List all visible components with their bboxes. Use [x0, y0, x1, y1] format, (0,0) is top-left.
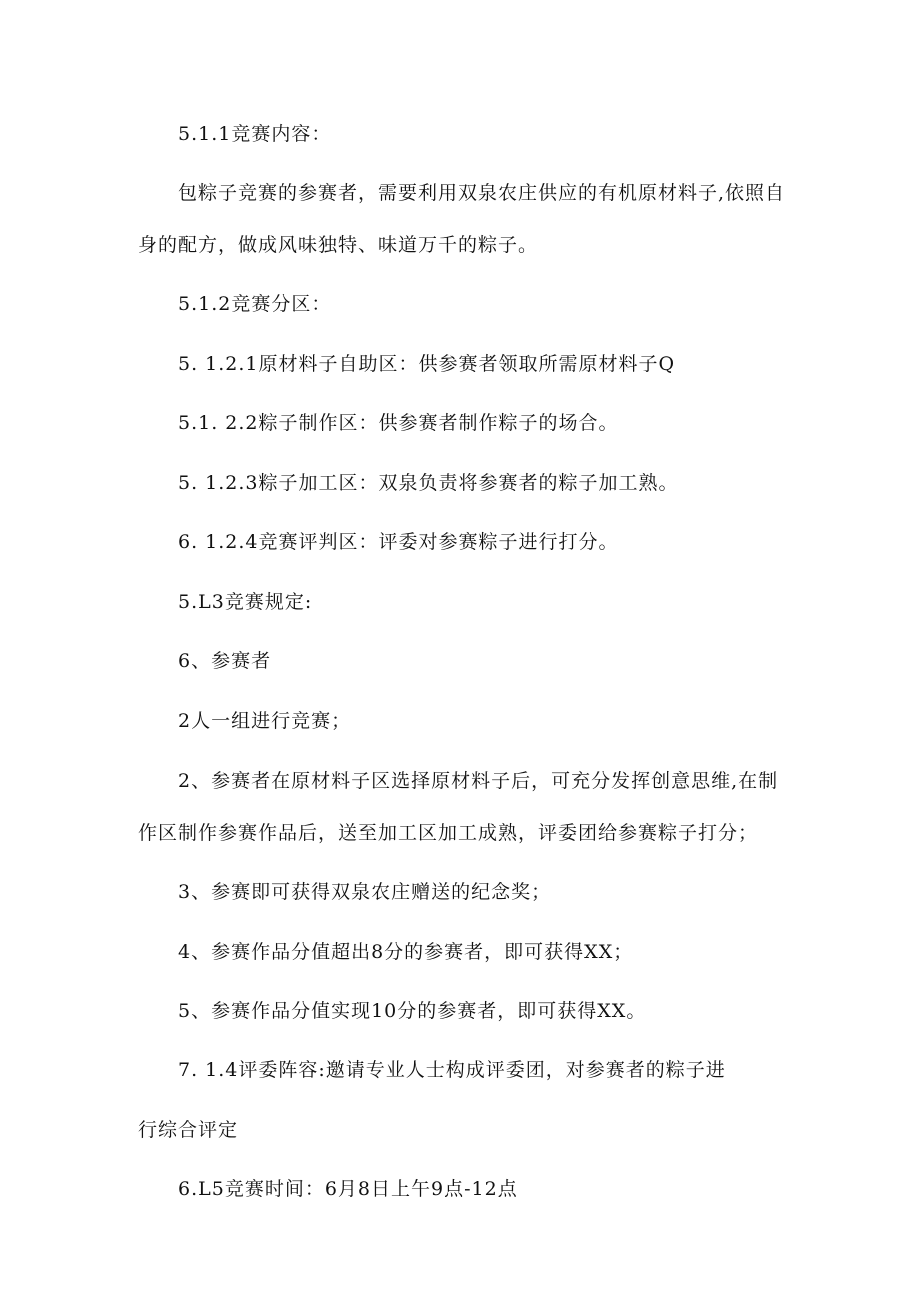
rule-item-continuation: 作区制作参赛作品后，送至加工区加工成熟，评委团给参赛粽子打分； — [138, 822, 759, 844]
section-heading-time: 6.L5竞赛时间：6月8日上午9点-12点 — [178, 1178, 518, 1200]
rule-item: 2、参赛者在原材料子区选择原材料子后，可充分发挥创意思维,在制 — [178, 770, 779, 792]
section-heading-content: 5.1.1竞赛内容： — [178, 123, 332, 145]
paragraph-continuation: 行综合评定 — [138, 1119, 239, 1141]
section-heading-zones: 5.1.2竞赛分区： — [178, 293, 332, 315]
rule-item: 2人一组进行竞赛； — [178, 710, 352, 732]
zone-item: 5. 1.2.1原材料子自助区：供参赛者领取所需原材料子Q — [178, 353, 676, 375]
zone-item: 5. 1.2.3粽子加工区：双泉负责将参赛者的粽子加工熟。 — [178, 472, 679, 494]
paragraph-line: 包粽子竞赛的参赛者，需要利用双泉农庄供应的有机原材料子,依照自 — [178, 182, 786, 204]
section-heading-rules: 5.L3竞赛规定: — [178, 591, 313, 613]
zone-item: 6. 1.2.4竞赛评判区：评委对参赛粽子进行打分。 — [178, 531, 619, 553]
rule-item: 5、参赛作品分值实现10分的参赛者，即可获得XX。 — [178, 1000, 647, 1022]
section-heading-judges: 7. 1.4评委阵容:邀请专业人士构成评委团，对参赛者的粽子进 — [178, 1059, 726, 1081]
zone-item: 5.1. 2.2粽子制作区：供参赛者制作粽子的场合。 — [178, 412, 619, 434]
rule-item: 4、参赛作品分值超出8分的参赛者，即可获得XX； — [178, 941, 634, 963]
paragraph-line: 身的配方，做成风味独特、味道万千的粽子。 — [138, 234, 539, 256]
rule-item: 3、参赛即可获得双泉农庄赠送的纪念奖； — [178, 881, 552, 903]
rule-item: 6、参赛者 — [178, 650, 272, 672]
